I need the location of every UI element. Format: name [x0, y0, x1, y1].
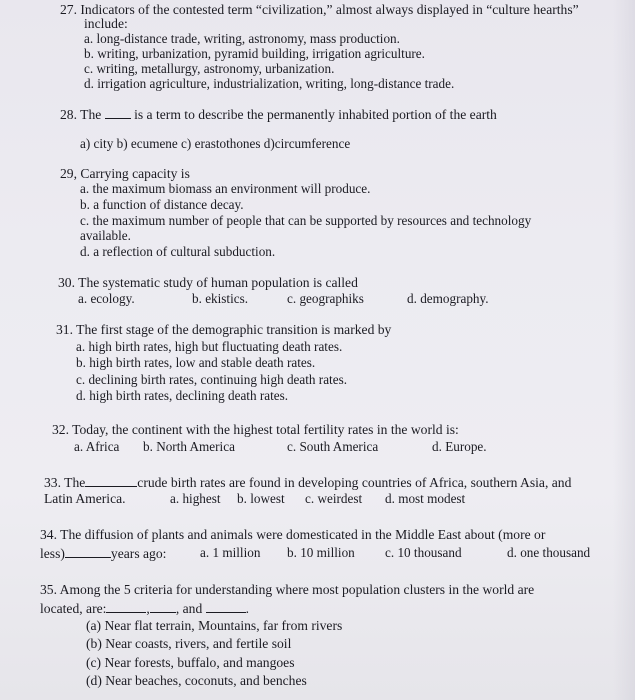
q33-option-b: b. lowest	[237, 491, 285, 506]
q33-option-c: c. weirdest	[305, 491, 363, 506]
q31-option-c: c. declining birth rates, continuing high death rates.	[76, 372, 348, 387]
q27-stem: 27. Indicators of the contested term “civilization,” almost always displayed in “culture hearths”	[60, 2, 579, 17]
q30-option-c: c. geographiks	[287, 291, 364, 306]
q33-blank	[85, 475, 137, 487]
q33-option-d: d. most modest	[385, 491, 466, 506]
q31-option-d: d. high birth rates, declining death rates.	[76, 388, 289, 403]
q34-blank	[65, 546, 111, 558]
q33-stem-pre: 33. The	[44, 475, 86, 490]
q29-option-a: a. the maximum biomass an environment will produce.	[80, 181, 371, 196]
q33-stem	[44, 475, 571, 490]
q32-option-b: b. North America	[143, 439, 235, 454]
q35-option-b: (b) Near coasts, rivers, and fertile soil	[86, 636, 292, 651]
q32-stem: 32. Today, the continent with the highest total fertility rates in the world is:	[52, 422, 459, 437]
q30-option-b: b. ekistics.	[192, 291, 249, 306]
q31-option-a: a. high birth rates, high but fluctuating death rates.	[76, 339, 343, 354]
q35-option-a: (a) Near flat terrain, Mountains, far from rivers	[86, 618, 343, 633]
q28-stem-post: is a term to describe the permanently inhabited portion of the earth	[134, 107, 497, 122]
q35-blank-3	[206, 601, 246, 613]
q34-option-a: a. 1 million	[200, 545, 261, 560]
q29-option-c: c. the maximum number of people that can be supported by resources and technology	[80, 213, 532, 228]
q28-options: a) city b) ecumene c) erastothones d)circumference	[80, 136, 351, 151]
q29-option-d: d. a reflection of cultural subduction.	[80, 244, 276, 259]
q35-stem-cont	[40, 601, 249, 616]
q33-stem-post: crude birth rates are found in developing countries of Africa, southern Asia, and	[137, 475, 572, 490]
q30-option-a: a. ecology.	[78, 291, 135, 306]
q28-stem	[60, 107, 497, 122]
q29-option-b: b. a function of distance decay.	[80, 197, 244, 212]
q29-stem: 29, Carrying capacity is	[60, 166, 190, 181]
q35-comma-2: , and	[175, 601, 203, 616]
q27-option-c: c. writing, metallurgy, astronomy, urbanization.	[84, 61, 335, 76]
q29-option-c-cont: available.	[80, 228, 131, 243]
q34-option-c: c. 10 thousand	[385, 545, 462, 560]
q32-option-d: d. Europe.	[432, 439, 487, 454]
q35-stem: 35. Among the 5 criteria for understanding where most population clusters in the world are	[40, 582, 535, 597]
q34-stem: 34. The diffusion of plants and animals were domesticated in the Middle East about (more or	[40, 527, 546, 542]
q31-stem: 31. The first stage of the demographic transition is marked by	[56, 322, 392, 337]
q28-blank	[105, 107, 131, 119]
q34-stem-post: years ago:	[110, 546, 167, 561]
q33-option-a: a. highest	[170, 491, 221, 506]
q35-option-d: (d) Near beaches, coconuts, and benches	[86, 673, 307, 688]
page-edge-shadow	[613, 0, 635, 700]
q32-option-c: c. South America	[287, 439, 379, 454]
q35-stem-pre: located, are:	[40, 601, 107, 616]
q34-option-b: b. 10 million	[287, 545, 355, 560]
q34-option-d: d. one thousand	[507, 545, 591, 560]
q27-option-d: d. irrigation agriculture, industrialization, writing, long-distance trade.	[84, 76, 455, 91]
q31-option-b: b. high birth rates, low and stable death rates.	[76, 355, 316, 370]
q27-stem-cont: include:	[84, 16, 128, 31]
q33-stem-cont: Latin America.	[44, 491, 126, 506]
q30-option-d: d. demography.	[407, 291, 489, 306]
q30-stem: 30. The systematic study of human population is called	[58, 275, 358, 290]
q28-stem-pre: 28. The	[60, 107, 102, 122]
q32-option-a: a. Africa	[74, 439, 120, 454]
q27-option-a: a. long-distance trade, writing, astronomy, mass production.	[84, 31, 400, 46]
q35-blank-2	[150, 601, 176, 613]
q27-option-b: b. writing, urbanization, pyramid building, irrigation agriculture.	[84, 46, 425, 61]
q35-blank-1	[106, 601, 146, 613]
q35-comma-1: ,	[146, 601, 150, 616]
q35-option-c: (c) Near forests, buffalo, and mangoes	[86, 655, 295, 670]
q35-period: .	[245, 601, 250, 616]
q34-stem-pre: less)	[40, 546, 65, 561]
q34-stem-cont	[40, 546, 166, 561]
